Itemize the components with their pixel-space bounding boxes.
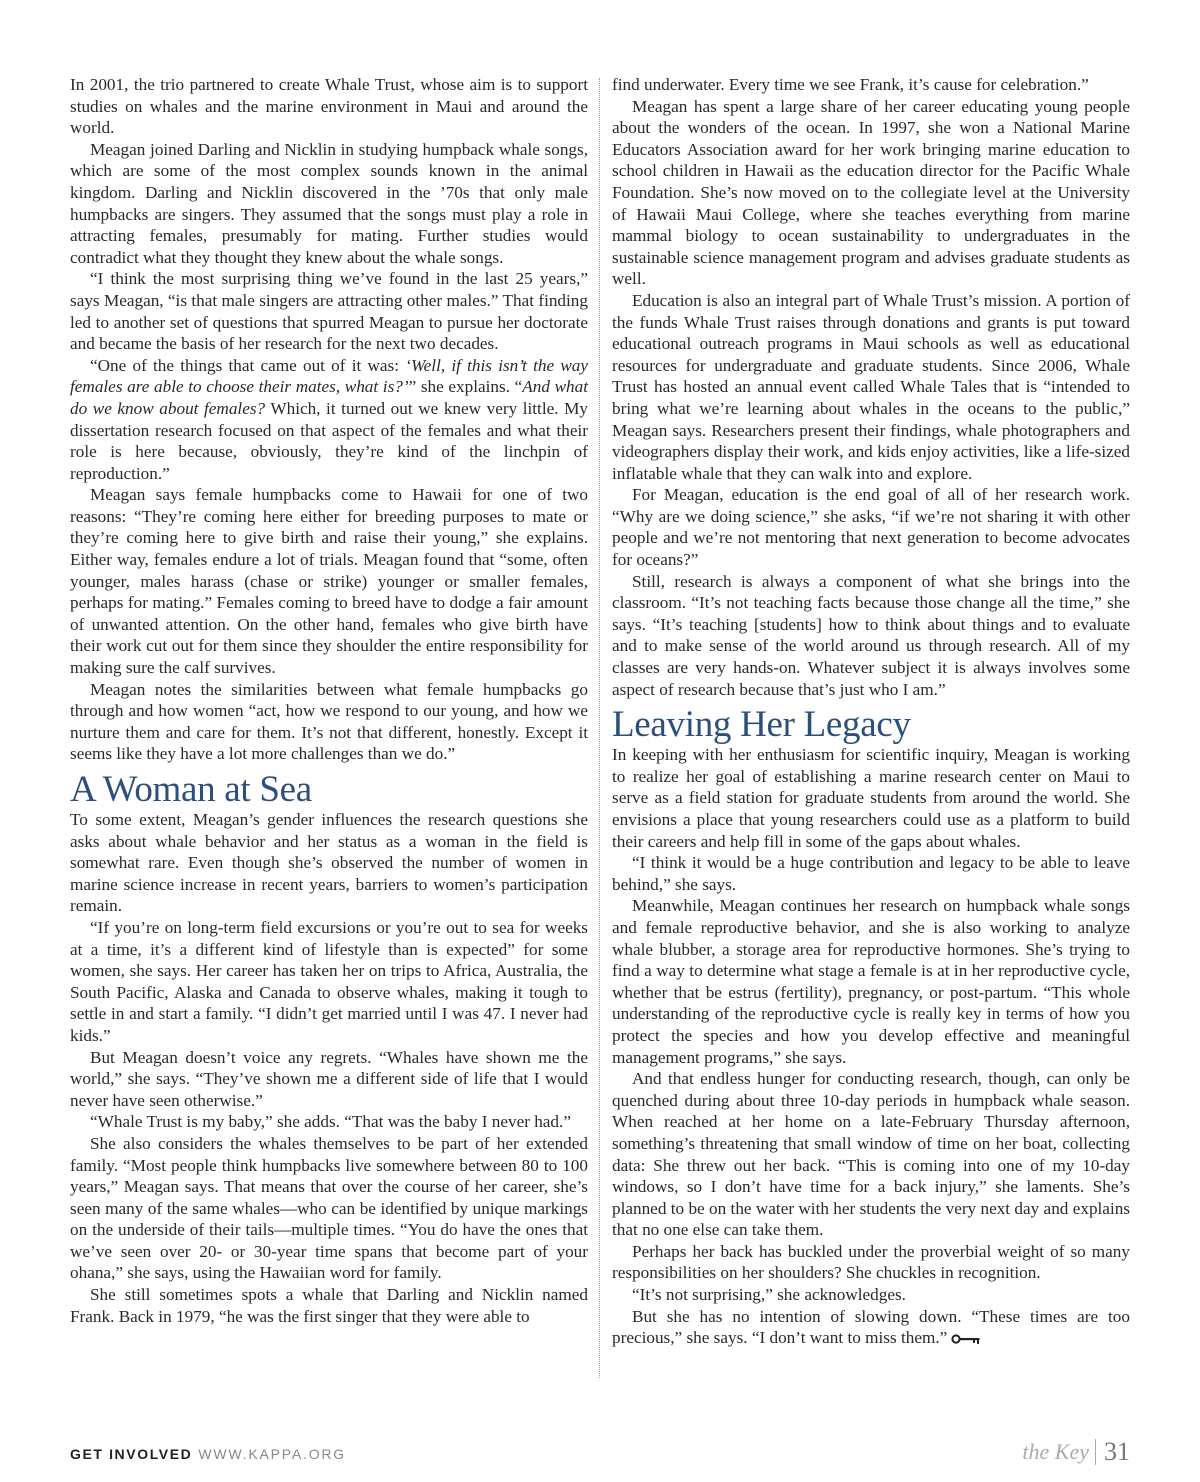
section-heading: A Woman at Sea: [70, 769, 312, 810]
footer-folio: [1022, 1437, 1130, 1467]
paragraph: “One of the things that came out of it was: ‘Well, if this isn’t the way females are able to choose their mates, what is?’” she explains. “And what do we know about females? Which, it turned out we knew very little. My dissertation research focused on that aspect of the females and what their role is here because, obviously, they’re kind of the linchpin of reproduction.”: [70, 355, 588, 483]
paragraph: Education is also an integral part of Whale Trust’s mission. A portion of the funds Whale Trust raises through donations and grants is put toward educational outreach programs in Maui schools as well as educational resources for undergraduate and graduate students. Since 2006, Whale Trust has hosted an annual event called Whale Tales that is “intended to bring what we’re learning about whales in the oceans to the public,” Meagan says. Researchers present their findings, whale photographers and videographers display their work, and kids enjoy activities, like a life-sized inflatable whale that they can walk into and explore.: [612, 290, 1130, 483]
paragraph: Meagan has spent a large share of her career educating young people about the wonders of the ocean. In 1997, she won a National Marine Educators Association award for her work bringing marine education to school children in Hawaii as the education director for the Pacific Whale Foundation. She’s now moved on to the collegiate level at the University of Hawaii Maui College, where she teaches everything from marine mammal biology to ocean sustainability to undergraduates in the sustainable science management program and advises graduate students as well.: [612, 96, 1130, 289]
paragraph: She also considers the whales themselves to be part of her extended family. “Most people think humpbacks live somewhere between 80 to 100 years,” Meagan says. That means that over the course of her career, she’s seen many of the same whales—who can be identified by unique markings on the underside of their tails—multiple times. “You do have the ones that we’ve seen over 20- or 30-year time spans that become part of your ohana,” she says, using the Hawaiian word for family.: [70, 1133, 588, 1283]
paragraph: “I think the most surprising thing we’ve found in the last 25 years,” says Meagan, “is that male singers are attracting other males.” That finding led to another set of questions that spurred Meagan to pursue her doctorate and became the basis of her research for the next two decades.: [70, 269, 588, 354]
section-heading: Leaving Her Legacy: [612, 704, 911, 746]
paragraph: find underwater. Every time we see Frank, it’s cause for celebration.”: [612, 75, 1089, 94]
paragraph: Meagan notes the similarities between what female humpbacks go through and how women “act, how we respond to our young, and how we nurture them and care for them. It’s not that different, honestly. Except it seems like they have a lot more challenges than we do.”: [70, 679, 588, 764]
left-column: [70, 74, 588, 1327]
paragraph: “If you’re on long-term field excursions or you’re out to sea for weeks at a time, it’s a different kind of lifestyle than is expected” for some women, she says. Her career has taken her on trips to Africa, Australia, the South Pacific, Alaska and Canada to observe whales, making it tough to settle in and start a family. “I didn’t get married until I was 47. I never had kids.”: [70, 917, 588, 1045]
paragraph: In keeping with her enthusiasm for scientific inquiry, Meagan is working to realize her goal of establishing a marine research center on Maui to serve as a field station for graduate students from around the world. She envisions a place that young researchers could use as a platform to build their careers and help fill in some of the gaps about whales.: [612, 745, 1130, 851]
paragraph: “I think it would be a huge contribution and legacy to be able to leave behind,” she says.: [612, 853, 1130, 894]
paragraph: Meanwhile, Meagan continues her research on humpback whale songs and female reproductive behavior, and she is also working to analyze whale blubber, a storage area for reproductive hormones. She’s trying to find a way to determine what stage a female is at in her reproductive cycle, whether that be estrus (fertility), pregnancy, or post-partum. “This whole understanding of the reproductive cycle is really key in terms of how you protect the species and how you develop effective and meaningful management programs,” she says.: [612, 896, 1130, 1067]
paragraph: In 2001, the trio partnered to create Whale Trust, whose aim is to support studies on whales and the marine environment in Maui and around the world.: [70, 75, 588, 138]
paragraph: “It’s not surprising,” she acknowledges.: [632, 1285, 906, 1305]
paragraph: But Meagan doesn’t voice any regrets. “Whales have shown me the world,” she says. “They’ve shown me a different side of life that I would never have seen otherwise.”: [70, 1047, 588, 1110]
page-number: 31: [1104, 1437, 1130, 1466]
column-divider: [599, 78, 600, 1378]
paragraph: She still sometimes spots a whale that Darling and Nicklin named Frank. Back in 1979, “he was the first singer that they were able to: [70, 1285, 588, 1326]
folio-divider: [1095, 1439, 1096, 1465]
get-involved-label: GET INVOLVED: [70, 1446, 193, 1462]
paragraph: To some extent, Meagan’s gender influences the research questions she asks about whale behavior and her status as a woman in the field is somewhat rare. Even though she’s observed the number of women in marine science increase in recent years, barriers to women’s participation remain.: [70, 810, 588, 916]
paragraph: Meagan joined Darling and Nicklin in studying humpback whale songs, which are some of the most complex sounds known in the animal kingdom. Darling and Nicklin discovered in the ’70s that only male humpbacks are singers. They assumed that the songs must play a role in attracting females, presumably for mating. Further studies would contradict what they thought they knew about the whale songs.: [70, 139, 588, 267]
key-end-mark-icon: [951, 1333, 981, 1345]
paragraph: “Whale Trust is my baby,” she adds. “That was the baby I never had.”: [90, 1112, 571, 1132]
paragraph: Meagan says female humpbacks come to Hawaii for one of two reasons: “They’re coming here either for breeding purposes to mate or they’re coming here to give birth and raise their young,” she explains. Either way, females endure a lot of trials. Meagan found that “some, often younger, males harass (chase or strike) younger or smaller females, perhaps for mating.” Females coming to breed have to dodge a fair amount of unwanted attention. On the other hand, females who give birth have their work cut out for them since they shoulder the entire responsibility for making sure the calf survives.: [70, 485, 588, 678]
paragraph: Still, research is always a component of what she brings into the classroom. “It’s not teaching facts because those change all the time,” she says. “It’s teaching [students] how to think about things and to evaluate and to make sense of the world around us through research. All of my classes are very hands-on. Whatever subject it is always involves some aspect of research because that’s just who I am.”: [612, 571, 1130, 699]
paragraph: But she has no intention of slowing down. “These times are too precious,” she says. “I don’t want to miss them.”: [612, 1306, 1130, 1348]
magazine-logo: the Key: [1022, 1439, 1089, 1464]
website-link[interactable]: WWW.KAPPA.ORG: [198, 1446, 346, 1462]
paragraph: For Meagan, education is the end goal of all of her research work. “Why are we doing science,” she asks, “if we’re not sharing it with other people and we’re not mentoring that next generation to become advocates for oceans?”: [612, 485, 1130, 570]
paragraph: And that endless hunger for conducting research, though, can only be quenched during about three 10-day periods in humpback whale season. When reached at her home on a late-February Thursday afternoon, something’s threatening that small window of time on her boat, collecting data: She threw out her back. “This is coming into one of my 10-day windows, so I don’t have time for a back injury,” she laments. She’s planned to be on the water with her students the very next day and explains that no one else can take them.: [612, 1069, 1130, 1240]
footer-cta: [70, 1446, 346, 1462]
right-column: [612, 74, 1130, 1349]
paragraph: Perhaps her back has buckled under the proverbial weight of so many responsibilities on her shoulders? She chuckles in recognition.: [612, 1241, 1130, 1283]
